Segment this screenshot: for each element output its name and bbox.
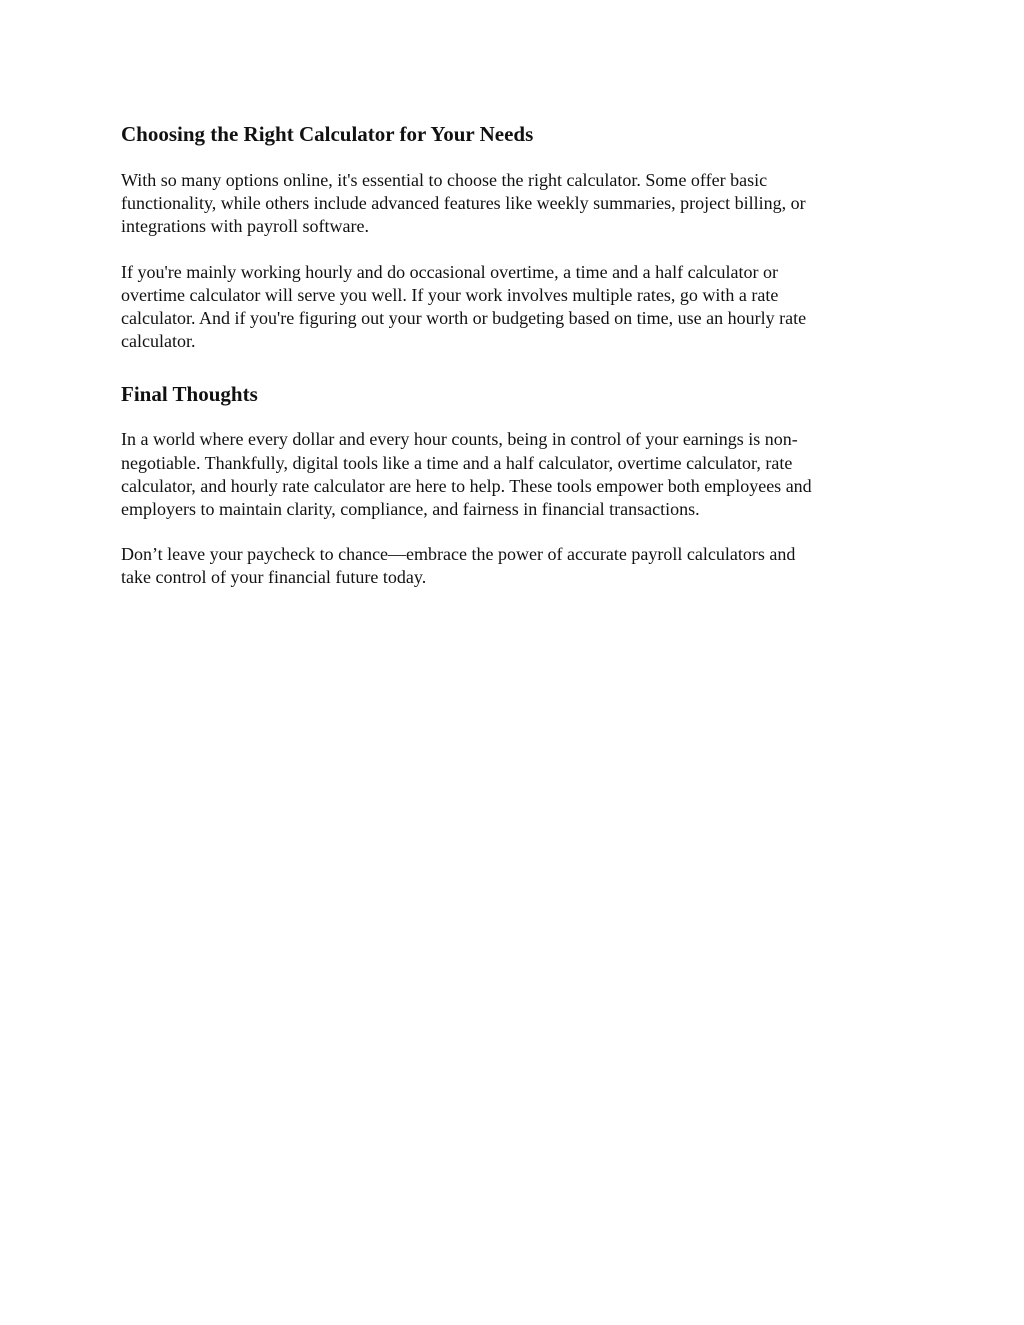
- text-line: functionality, while others include advanced features like weekly summaries, project billing, or: [121, 193, 806, 214]
- text-line: calculator.: [121, 331, 196, 352]
- paragraph-hourly-overtime: [121, 261, 911, 354]
- text-line: integrations with payroll software.: [121, 216, 369, 237]
- text-line: calculator. And if you're figuring out your worth or budgeting based on time, use an hourly rate: [121, 308, 807, 329]
- text-line: take control of your financial future today.: [121, 567, 427, 588]
- text-line: In a world where every dollar and every hour counts, being in control of your earnings is non-: [121, 429, 798, 450]
- paragraph-paycheck-chance: [121, 543, 911, 589]
- text-line: overtime calculator will serve you well. If your work involves multiple rates, go with a rate: [121, 284, 779, 305]
- document-page: [121, 121, 911, 590]
- paragraph-options-online: [121, 169, 911, 239]
- paragraph-world-dollar: [121, 428, 911, 521]
- text-line: negotiable. Thankfully, digital tools like a time and a half calculator, overtime calculator, rate: [121, 452, 793, 473]
- section-heading-choosing-calculator: Choosing the Right Calculator for Your Needs: [121, 122, 534, 146]
- section-heading-final-thoughts: Final Thoughts: [121, 382, 258, 407]
- text-line: Don’t leave your paycheck to chance—embrace the power of accurate payroll calculators and: [121, 544, 796, 565]
- text-line: If you're mainly working hourly and do occasional overtime, a time and a half calculator or: [121, 261, 779, 282]
- text-line: employers to maintain clarity, compliance, and fairness in financial transactions.: [121, 499, 700, 520]
- text-line: With so many options online, it's essential to choose the right calculator. Some offer basic: [121, 170, 768, 190]
- text-line: calculator, and hourly rate calculator are here to help. These tools empower both employees and: [121, 475, 812, 496]
